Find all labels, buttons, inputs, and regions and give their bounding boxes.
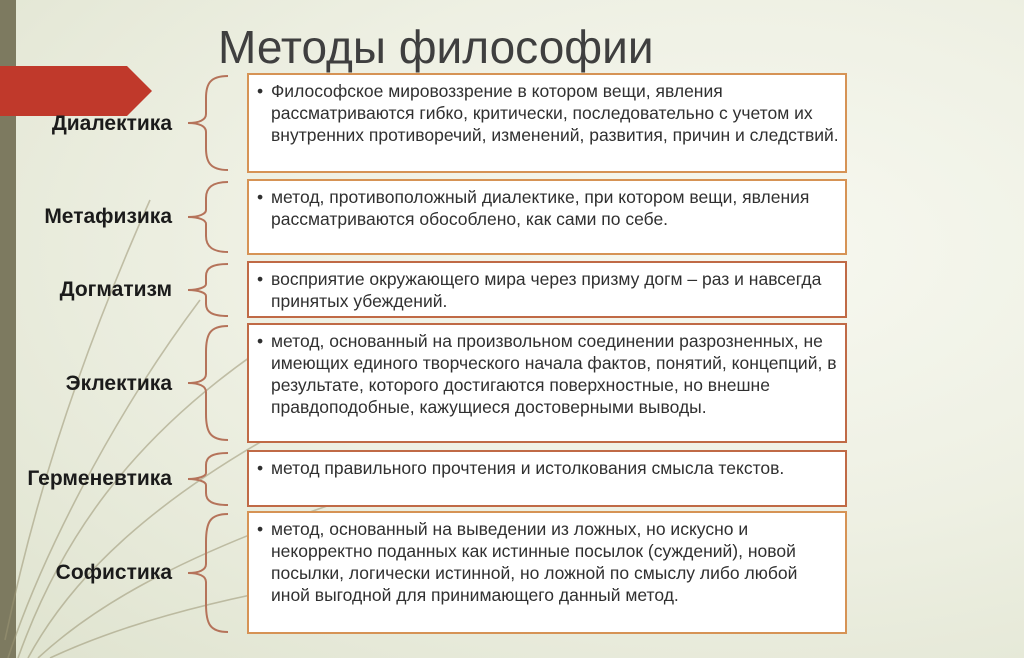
method-description-box-eclecticism	[247, 323, 847, 443]
method-description-hermeneutics: метод правильного прочтения и истолкования смысла текстов.	[271, 458, 785, 478]
brace-sophistry	[184, 512, 234, 634]
bullet: •	[257, 458, 264, 478]
method-description-box-hermeneutics	[247, 450, 847, 507]
method-description-item	[257, 186, 841, 230]
method-description-box-dogmatism	[247, 261, 847, 318]
method-label-metaphysics: Метафизика	[44, 205, 172, 228]
method-description-sophistry: метод, основанный на выведении из ложных, но искусно и некорректно поданных как истинные посылок (суждений), новой посылки, логически истинной, но ложной по смыслу либо любой иной выгодной для принимающего данный метод.	[271, 519, 798, 605]
brace-eclecticism	[184, 324, 234, 442]
method-description-dialectics: Философское мировоззрение в котором вещи, явления рассматриваются гибко, критически, последовательно с учетом их внутренних противоречий, изменений, развития, причин и следствий.	[271, 81, 839, 145]
method-label-dialectics: Диалектика	[51, 112, 172, 135]
method-description-box-sophistry	[247, 511, 847, 634]
method-description-box-dialectics	[247, 73, 847, 173]
method-description-item	[257, 518, 841, 606]
method-label-eclecticism: Эклектика	[65, 372, 172, 395]
method-label-sophistry: Софистика	[55, 561, 172, 584]
method-description-metaphysics: метод, противоположный диалектике, при котором вещи, явления рассматриваются обособлено, как сами по себе.	[271, 187, 810, 229]
method-description-item	[257, 80, 841, 146]
bullet: •	[257, 331, 264, 351]
brace-dogmatism	[184, 262, 234, 318]
brace-hermeneutics	[184, 451, 234, 507]
method-description-item	[257, 457, 841, 479]
bullet: •	[257, 269, 264, 289]
method-label-dogmatism: Догматизм	[59, 278, 172, 301]
bullet: •	[257, 81, 264, 101]
bullet: •	[257, 187, 264, 207]
brace-metaphysics	[184, 180, 234, 254]
method-label-hermeneutics: Герменевтика	[27, 467, 172, 490]
method-description-dogmatism: восприятие окружающего мира через призму догм – раз и навсегда принятых убеждений.	[271, 269, 822, 311]
brace-dialectics	[184, 74, 234, 172]
method-description-item	[257, 268, 841, 312]
page-title: Методы философии	[218, 21, 654, 73]
title-accent-arrow	[0, 66, 152, 116]
method-description-eclecticism: метод, основанный на произвольном соединении разрозненных, не имеющих единого творческого начала фактов, понятий, концепций, в результате, которого достигаются поверхностные, но внешне правдоподобные, кажущиеся достоверными выводы.	[271, 331, 837, 417]
method-description-box-metaphysics	[247, 179, 847, 255]
bullet: •	[257, 519, 264, 539]
method-description-item	[257, 330, 841, 418]
